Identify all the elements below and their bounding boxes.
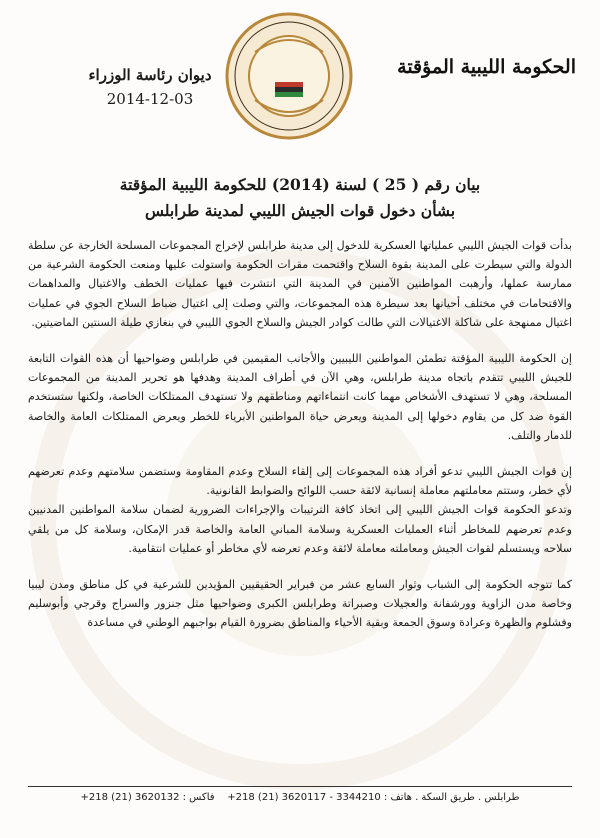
office-block	[70, 66, 230, 108]
statement-title	[60, 172, 540, 224]
paragraph: بدأت قوات الجيش الليبي عملياتها العسكرية للدخول إلى مدينة طرابلس لإخراج المجموعات المسلحة الخارجة عن سلطة الدولة والتي سيطرت على المدينة بقوة السلاح واقتحمت مقرات الحكومة واستولت عليها ومنعت الحكومة الشرعية من ممارسة عملها، وأرهبت المواطنين الآمنين في المدينة التي انتشرت فيها عمليات الخطف والاغتيال والمداهمات والاقتحامات في مختلف أحيانها بعد سيطرة هذه المجموعات، والتي وصلت إلى اغتيال ضباط السلاح الجوي في عمليات اغتيال ممنهجة على شاكلة الاغتيالات التي طالت كوادر الجيش والسلاح الجوي الليبي في بنغازي طيلة السنتين الماضيتين.	[28, 239, 572, 329]
title-line-2: بشأن دخول قوات الجيش الليبي لمدينة طرابلس	[144, 201, 456, 220]
footer-divider	[28, 786, 572, 787]
document-date: 2014-12-03	[106, 90, 194, 108]
paragraph: كما تتوجه الحكومة إلى الشباب وثوار السابع عشر من فبراير الحقيقيين المؤيدين للشرعية في كل مناطق ومدن ليبيا وخاصة مدن الزاوية وورشفانة والعجيلات وصبراتة وطرابلس الكبرى وضواحيها مثل جنزور والسراج وقرجي وأبوسليم وفشلوم والظهرة وعرادة وسوق الجمعة وبقية الأحياء والمناطق بضرورة القيام بواجبهم الوطني في مساعدة	[28, 578, 572, 630]
government-seal-icon	[225, 12, 353, 140]
government-name: الحكومة الليبية المؤقتة	[397, 56, 576, 78]
title-line-1: بيان رقم ( 25 ) لسنة (2014) للحكومة الليبية المؤقتة	[119, 175, 481, 194]
paragraph: إن قوات الجيش الليبي تدعو أفراد هذه المجموعات إلى إلقاء السلاح وعدم المقاومة وستضمن سلامتهم وعدم تعرضهم لأي خطر، وستتم معاملتهم معاملة إنسانية لائقة حسب اللوائح والضوابط القانونية. وتدعو الحكومة قوات الجيش الليبي إلى اتخاذ كافة الترتيبات والإجراءات الضرورية لضمان سلامة المواطنين المدنيين وعدم تعرضهم للمخاطر أثناء العمليات العسكرية وسلامة المباني العامة والخاصة قدر الإمكان، وسلامة كل من يلقي سلاحه ويستسلم لقوات الجيش ومعاملته معاملة لائقة وعدم تعرضه لأي مخاطر أو عمليات انتقامية.	[28, 465, 572, 555]
office-name: ديوان رئاسة الوزراء	[88, 66, 212, 84]
footer-fax: فاكس : 3620132 (21) 218+	[80, 792, 215, 803]
paragraph: إن الحكومة الليبية المؤقتة تطمئن المواطنين الليبيين والأجانب المقيمين في طرابلس وضواحيها أن هذه القوات التابعة للجيش الليبي تتقدم باتجاه مدينة طرابلس، وهي الآن في أطراف المدينة وهدفها هو تحرير المدينة من المجموعات المسلحة، وهي لا تستهدف الأشخاص مهما كانت انتماءاتهم ومناطقهم ولا تستهدف الممتلكات الخاصة، ولكنها ستستخدم القوة ضد كل من يقاوم دخولها إلى المدينة ويعرض حياة المواطنين الأبرياء للخطر ويعرض الممتلكات العامة والخاصة للدمار والتلف.	[28, 352, 572, 442]
footer-address: طرابلس . طريق السكة . هاتف : 3344210 - 3620117 (21) 218+	[227, 792, 520, 803]
statement-body	[28, 236, 572, 650]
footer-contact	[28, 792, 572, 803]
